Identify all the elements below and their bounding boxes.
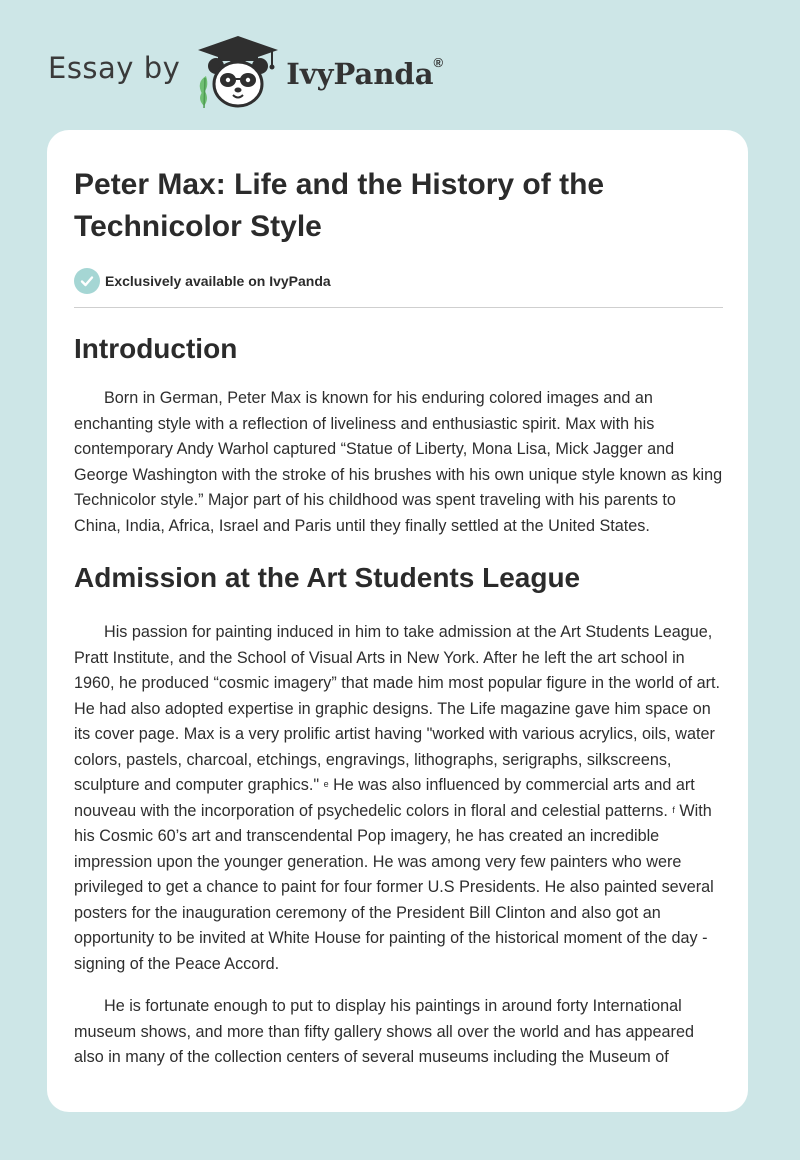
section-heading-introduction: Introduction [74, 333, 238, 364]
site-header [48, 34, 443, 110]
essay-card [47, 130, 748, 1112]
registered-mark: ® [433, 55, 444, 70]
panda-graduate-logo-icon[interactable] [192, 34, 284, 110]
footnote-marker-e[interactable]: e [323, 779, 329, 789]
brand-name[interactable]: IvyPanda® [286, 55, 444, 91]
paragraph-introduction: Born in German, Peter Max is known for his enduring colored images and an enchanting style with a reflection of liveliness and enthusiastic spirit. Max with his contemporary Andy Warhol captured “Statue of Liberty, Mona Lisa, Mick Jagger and George Washington with the stroke of his brushes with his own unique style known as king Technicolor style.” Major part of his childhood was spent traveling with his parents to China, India, Africa, Israel and Paris until they finally settled at the United States. [74, 389, 723, 535]
paragraph-admission-1: His passion for painting induced in him to take admission at the Art Students League, Pratt Institute, and the School of Visual Arts in New York. After he left the art school in 1960, he produced “cosmic imagery” that made him most popular figure in the world of art. He had also adopted expertise in graphic designs. The Life magazine gave him space on its cover page. Max is a very prolific artist having "worked with various acrylics, oils, water colors, pastels, charcoal, etchings, engravings, lithographs, serigraphs, silkscreens, sculpture and computer graphics." $^e$ He was also influenced by commercial arts and art nouveau with the incorporation of psychedelic colors in floral and celestial patterns. $^f$ With his Cosmic 60’s art and transcendental Pop imagery, he has created an incredible impression upon the younger generation. He was among very few painters who were privileged to get a chance to paint for four former U.S Presidents. He also painted several posters for the inauguration ceremony of the President Bill Clinton and also got an opportunity to be invited at White House for painting of the historical moment of the day - signing of the Peace Accord. [74, 623, 721, 973]
section-heading-admission: Admission at the Art Students League [74, 562, 581, 593]
exclusive-badge [74, 268, 722, 294]
divider [74, 307, 723, 308]
paragraph-admission-2: He is fortunate enough to put to display his paintings in around forty International museum shows, and more than fifty gallery shows all over the world and has appeared also in many of the collection centers of several museums including the Museum of [74, 997, 694, 1066]
footnote-marker-f[interactable]: f [672, 804, 675, 815]
check-circle-icon [74, 268, 100, 294]
essay-by-label: Essay by [48, 51, 181, 85]
page-title: Peter Max: Life and the History of the Technicolor Style [74, 168, 605, 243]
exclusive-text: Exclusively available on IvyPanda [105, 273, 331, 289]
